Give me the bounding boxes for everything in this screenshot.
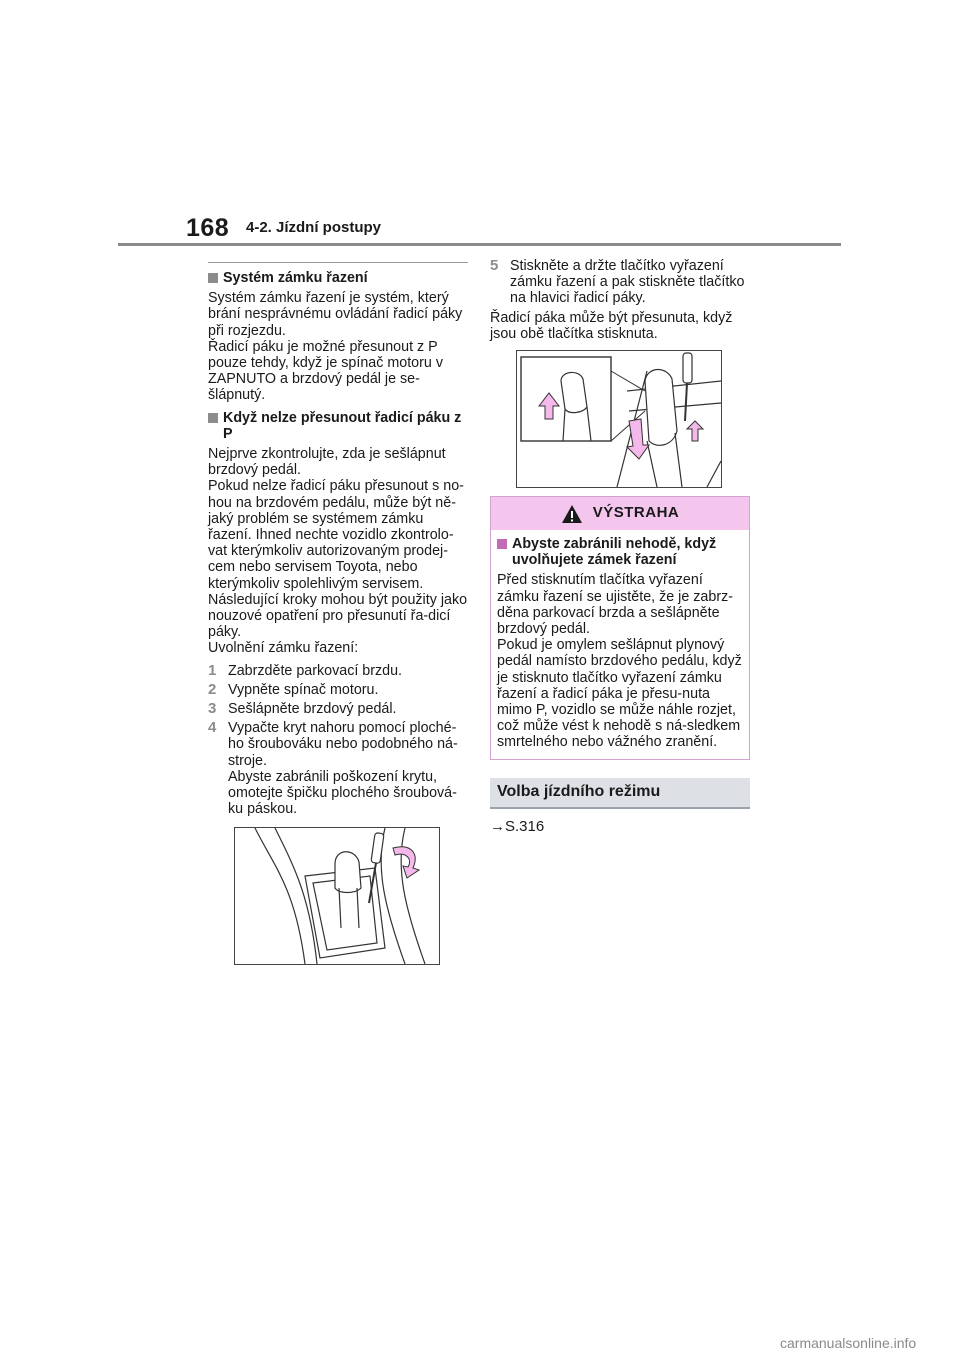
paragraph: Řadicí páka může být přesunuta, když jsou obě tlačítka stisknuta. [490, 309, 733, 342]
square-bullet-icon [497, 539, 507, 549]
steps-list [208, 663, 468, 818]
page-reference-link[interactable]: →S.316 [490, 817, 545, 835]
warning-title: VÝSTRAHA [592, 504, 680, 522]
down-arrow-icon [627, 419, 649, 459]
section-divider [208, 262, 468, 263]
warning-text: Před stisknutím tlačítka vyřazení zámku řazení se ujistěte, že je zabrz-děna parkovací brzda a sešlápněte brzdový pedál. Pokud je omylem sešlápnut plynový pedál namísto brzdového pedálu, když je stisknuto tlačítko vyřazení zámku řazení a řadicí páka je přesu-nuta mimo P, vozidlo se může náhle rozjet, což může vést k nehodě s ná-sledkem smrtelného nebo vážného zranění. [497, 572, 742, 751]
subheading-shift-lock: Systém zámku řazení [208, 270, 468, 286]
footer-watermark: carmanualsonline.info [780, 1335, 917, 1351]
step-item: 4 Vypačte kryt nahoru pomocí ploché-ho šroubováku nebo podobného ná-stroje. Abyste zabránili poškození krytu, omotejte špičku plochého šroubová-ku páskou. [208, 719, 458, 818]
section-title: 4-2. Jízdní postupy [246, 219, 382, 236]
square-bullet-icon [208, 413, 218, 423]
illustration-pry-cover [234, 827, 440, 965]
header-rule [118, 243, 841, 246]
drive-mode-heading: Volba jízdního režimu [490, 778, 750, 809]
paragraph: Systém zámku řazení je systém, který brání nesprávnému ovládání řadicí páky při rozjezdu. Řadicí páku je možné přesunout z P pouze tehdy, když je spínač motoru v ZAPNUTO a brzdový pedál je se-šlápnutý. [208, 290, 463, 404]
page-number: 168 [186, 214, 230, 242]
subheading-cannot-shift: Když nelze přesunout řadicí páku z P [208, 410, 468, 442]
rotation-arrow-icon [393, 846, 419, 877]
up-arrow-icon [687, 421, 703, 441]
step-item: 3 Sešlápněte brzdový pedál. [208, 700, 397, 718]
warning-triangle-icon [561, 504, 583, 524]
step-item: 2 Vypněte spínač motoru. [208, 680, 379, 698]
right-column [490, 258, 752, 835]
warning-body [491, 530, 749, 759]
shift-knob-buttons-illustration [517, 351, 721, 487]
warning-subheading: Abyste zabránili nehodě, když uvolňujete zámek řazení [497, 536, 743, 568]
paragraph: Nejprve zkontrolujte, zda je sešlápnut brzdový pedál. Pokud nelze řadicí páku přesunout s no-hou na brzdovém pedálu, může být ně-jaký problém se systémem zámku řazení. Ihned nechte vozidlo zkontrolo-vat kterýmkoliv autorizovaným prodej-cem nebo servisem Toyota, nebo kterýmkoliv spolehlivým servisem. Následující kroky mohou být použity jako nouzové opatření pro přesunutí řa-dicí páky. Uvolnění zámku řazení: [208, 446, 468, 657]
square-bullet-icon [208, 273, 218, 283]
illustration-release-button [516, 350, 722, 488]
step-item: 5 Stiskněte a držte tlačítko vyřazení zámku řazení a pak stiskněte tlačítko na hlavici řadicí páky. [490, 257, 745, 307]
shifter-screwdriver-illustration [235, 828, 439, 964]
step-item: 1 Zabrzděte parkovací brzdu. [208, 661, 403, 679]
warning-header [491, 497, 749, 530]
warning-box [490, 496, 750, 760]
left-column [208, 262, 468, 965]
